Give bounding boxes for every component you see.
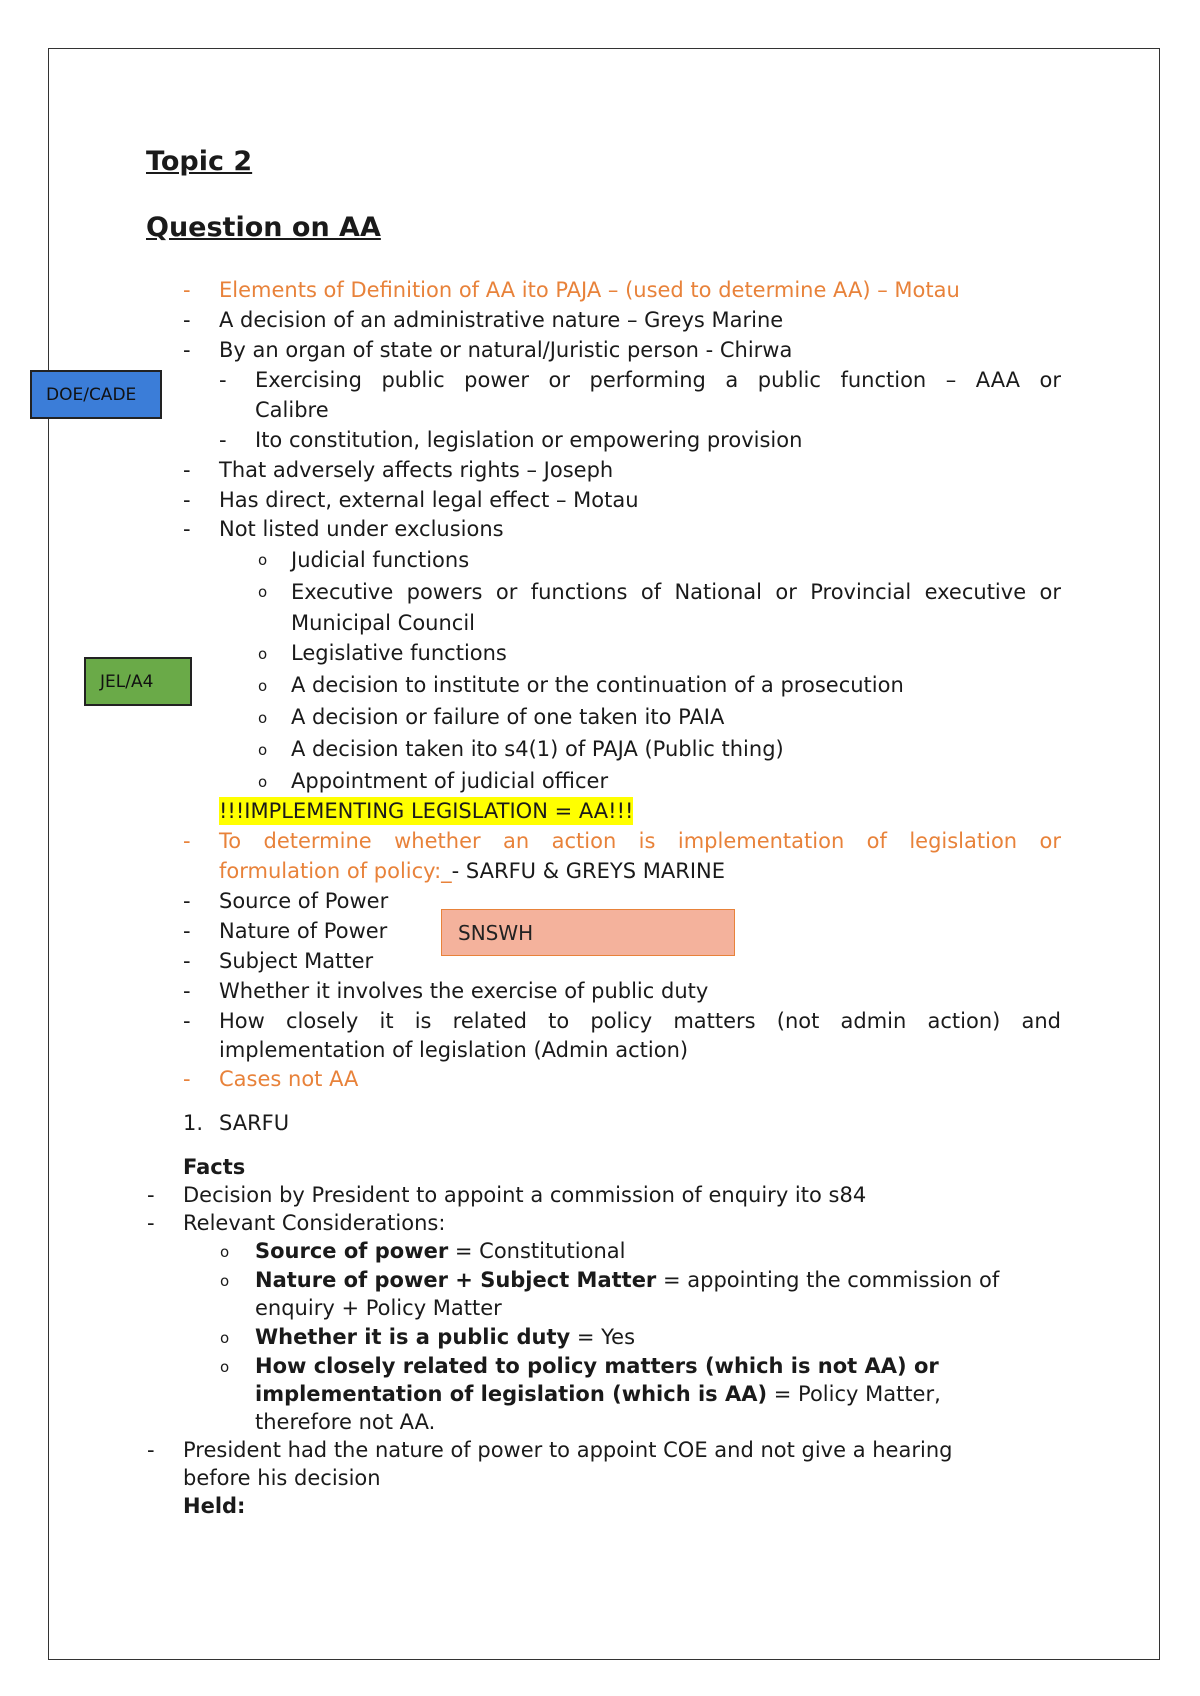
facts-decision: - Decision by President to appoint a commission of enquiry ito s84 — [183, 1181, 866, 1209]
element-direct: - Has direct, external legal effect – Motau — [219, 486, 639, 514]
elements-heading: - Elements of Definition of AA ito PAJA – (used to determine AA) – Motau — [219, 276, 960, 304]
tag-jel-a4 — [84, 657, 192, 706]
determine-line: - To determine whether an action is implementation of legislation or — [219, 827, 1061, 855]
rc-close-cont — [255, 1380, 941, 1408]
determine-cases: - SARFU & GREYS MARINE — [451, 859, 725, 883]
rc-source — [255, 1237, 625, 1265]
element-organ: - By an organ of state or natural/Juristic person - Chirwa — [219, 336, 792, 364]
rc-duty-label: Whether it is a public duty — [255, 1325, 571, 1349]
tag-snswh — [441, 909, 735, 956]
bullet: o — [258, 709, 268, 727]
tag-doe-cade — [30, 370, 162, 419]
rc-nature — [255, 1266, 999, 1294]
cases-not-aa: - Cases not AA — [219, 1065, 358, 1093]
bullet: o — [220, 1358, 230, 1376]
rc-nature-label: Nature of power + Subject Matter — [255, 1268, 657, 1292]
president-line-cont: before his decision — [183, 1466, 381, 1490]
element-ito: - Ito constitution, legislation or empowering provision — [255, 426, 802, 454]
rc-close-value: = Policy Matter, — [767, 1382, 941, 1406]
rc-nature-cont: enquiry + Policy Matter — [255, 1296, 502, 1320]
source-of-power: - Source of Power — [219, 887, 388, 915]
rc-duty-value: = Yes — [570, 1325, 636, 1349]
closely-related-cont: implementation of legislation (Admin action) — [219, 1038, 689, 1062]
rc-close-conclusion: therefore not AA. — [255, 1410, 436, 1434]
element-not-listed: - Not listed under exclusions — [219, 515, 504, 543]
tag-doe-cade-label: DOE/CADE — [46, 384, 137, 405]
exclusion-judicial: Judicial functions — [291, 548, 470, 572]
determine-policy: formulation of policy: — [219, 859, 442, 883]
bullet: o — [258, 583, 268, 601]
closely-related: - How closely it is related to policy matters (not admin action) and — [219, 1007, 1061, 1035]
bullet: o — [258, 773, 268, 791]
bullet: o — [258, 551, 268, 569]
sarfu-number: 1. — [183, 1111, 204, 1135]
exclusion-executive-cont: Municipal Council — [291, 611, 476, 635]
exclusion-executive: Executive powers or functions of National or Provincial executive or — [291, 580, 1061, 604]
facts-label: Facts — [183, 1155, 246, 1179]
bullet: o — [258, 677, 268, 695]
element-decision: - A decision of an administrative nature – Greys Marine — [219, 306, 783, 334]
topic-title: Topic 2 — [146, 146, 253, 177]
exclusion-legislative: Legislative functions — [291, 641, 507, 665]
rc-close-label: implementation of legislation (which is AA) — [255, 1382, 768, 1406]
tag-snswh-label: SNSWH — [458, 920, 534, 945]
bullet: o — [258, 741, 268, 759]
rc-source-label: Source of power — [255, 1239, 449, 1263]
element-public-power: - Exercising public power or performing a public function – AAA or — [255, 366, 1061, 394]
question-title: Question on AA — [146, 212, 381, 243]
bullet: o — [220, 1243, 230, 1261]
exclusion-s4: A decision taken ito s4(1) of PAJA (Public thing) — [291, 737, 784, 761]
rc-duty — [255, 1323, 635, 1351]
determine-line-cont — [219, 857, 725, 885]
rc-nature-value: = appointing the commission of — [656, 1268, 1000, 1292]
held-label: Held: — [183, 1494, 246, 1518]
exclusion-judicial-officer: Appointment of judicial officer — [291, 769, 609, 793]
rc-source-value: = Constitutional — [448, 1239, 626, 1263]
exclusion-prosecution: A decision to institute or the continuation of a prosecution — [291, 673, 904, 697]
bullet: o — [220, 1272, 230, 1290]
rc-close: How closely related to policy matters (which is not AA) or — [255, 1354, 939, 1378]
bullet: o — [220, 1329, 230, 1347]
sarfu-heading: SARFU — [219, 1111, 290, 1135]
element-public-power-cont: Calibre — [255, 398, 329, 422]
public-duty: - Whether it involves the exercise of public duty — [219, 977, 708, 1005]
facts-relevant: - Relevant Considerations: — [183, 1209, 445, 1237]
determine-underscore: _ — [441, 859, 452, 883]
nature-of-power: - Nature of Power — [219, 917, 387, 945]
highlight-implementing: !!!IMPLEMENTING LEGISLATION = AA!!! — [219, 799, 634, 823]
subject-matter: - Subject Matter — [219, 947, 373, 975]
element-adversely: - That adversely affects rights – Joseph — [219, 456, 613, 484]
tag-jel-a4-label: JEL/A4 — [100, 671, 154, 692]
bullet: o — [258, 645, 268, 663]
exclusion-paia: A decision or failure of one taken ito PAIA — [291, 705, 725, 729]
president-line: - President had the nature of power to appoint COE and not give a hearing — [183, 1436, 952, 1464]
